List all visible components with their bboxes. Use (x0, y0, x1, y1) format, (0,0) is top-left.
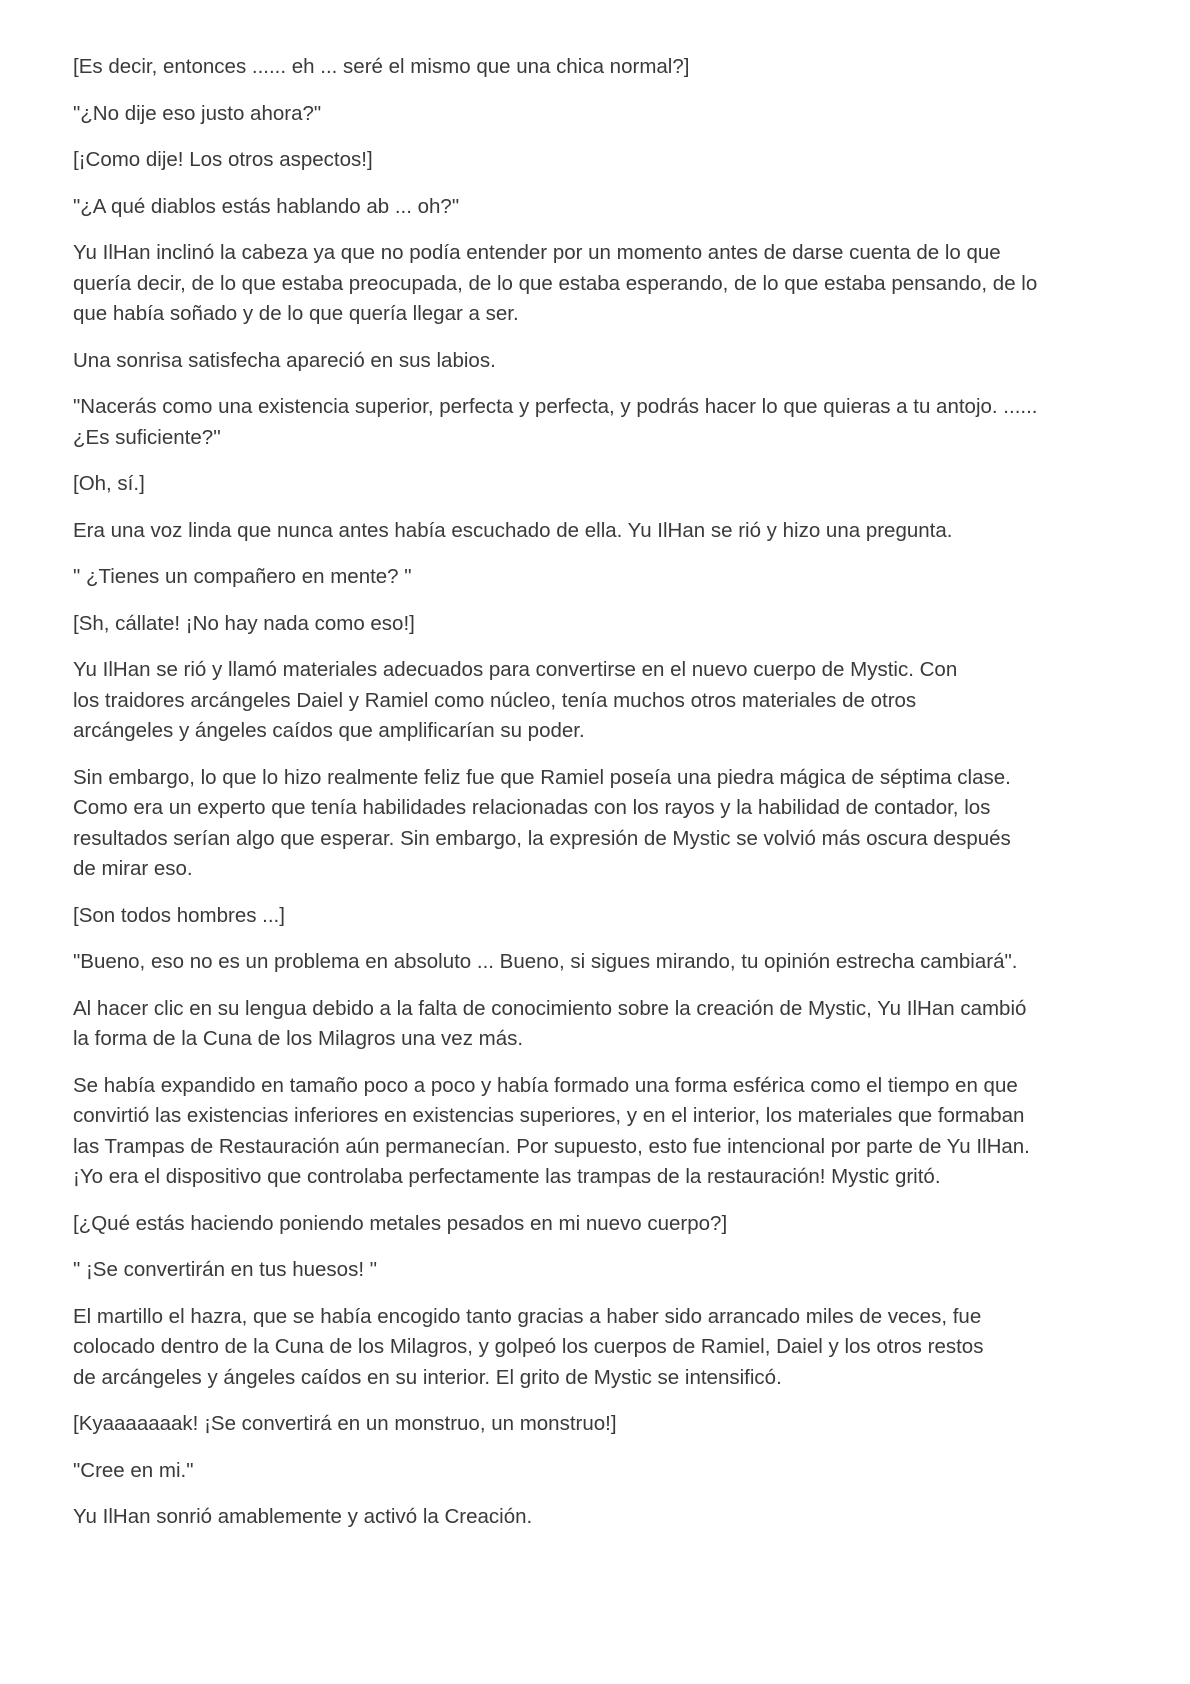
paragraph-6: Una sonrisa satisfecha apareció en sus labios. (73, 348, 496, 372)
paragraph-23: Yu IlHan sonrió amablemente y activó la Creación. (73, 1505, 533, 1528)
paragraph-4: "¿A qué diablos estás hablando ab ... oh?" (73, 194, 460, 218)
paragraph-20: El martillo el hazra, que se había encogido tanto gracias a haber sido arrancado miles de veces, fue colocado dentro de la Cuna de los Milagros, y golpeó los cuerpos de Ramiel, Daiel y los otros restos de arcángeles y ángeles caídos en su interior. El grito de Mystic se intensificó. (73, 1304, 984, 1389)
paragraph-1: [Es decir, entonces ...... eh ... seré el mismo que una chica normal?] (73, 55, 690, 78)
paragraph-5: Yu IlHan inclinó la cabeza ya que no podía entender por un momento antes de darse cuenta de lo que quería decir, de lo que estaba preocupada, de lo que estaba esperando, de lo que estaba pensando, de lo que había soñado y de lo que quería llegar a ser. (73, 241, 1038, 325)
paragraph-13: Sin embargo, lo que lo hizo realmente feliz fue que Ramiel poseía una piedra mágica de séptima clase. Como era un experto que tenía habilidades relacionadas con los rayos y la habilidad de contador, los resultados serían algo que esperar. Sin embargo, la expresión de Mystic se volvió más oscura después de mirar eso. (73, 765, 1011, 880)
paragraph-18: [¿Qué estás haciendo poniendo metales pesados en mi nuevo cuerpo?] (73, 1211, 728, 1235)
paragraph-3: [¡Como dije! Los otros aspectos!] (73, 148, 373, 171)
paragraph-15: "Bueno, eso no es un problema en absoluto ... Bueno, si sigues mirando, tu opinión estrecha cambiará". (73, 950, 1018, 973)
paragraph-21: [Kyaaaaaaak! ¡Se convertirá en un monstruo, un monstruo!] (73, 1412, 617, 1435)
paragraph-7: "Nacerás como una existencia superior, perfecta y perfecta, y podrás hacer lo que quieras a tu antojo. ...... ¿Es suficiente?'' (73, 395, 1038, 449)
paragraph-22: "Cree en mi." (73, 1458, 194, 1482)
paragraph-10: " ¿Tienes un compañero en mente? " (73, 565, 412, 588)
paragraph-8: [Oh, sí.] (73, 472, 145, 495)
paragraph-9: Era una voz linda que nunca antes había escuchado de ella. Yu IlHan se rió y hizo una pregunta. (73, 518, 953, 542)
paragraph-12: Yu IlHan se rió y llamó materiales adecuados para convertirse en el nuevo cuerpo de Mystic. Con los traidores arcángeles Daiel y Ramiel como núcleo, tenía muchos otros materiales de otros arcángeles y ángeles caídos que amplificarían su poder. (73, 658, 958, 742)
paragraph-2: "¿No dije eso justo ahora?" (73, 101, 322, 125)
paragraph-14: [Son todos hombres ...] (73, 903, 285, 927)
paragraph-17: Se había expandido en tamaño poco a poco y había formado una forma esférica como el tiempo en que convirtió las existencias inferiores en existencias superiores, y en el interior, los materiales que formaban las Trampas de Restauración aún permanecían. Por supuesto, esto fue intencional por parte de Yu IlHan. ¡Yo era el dispositivo que controlaba perfectamente las trampas de la restauración! Mystic gritó. (73, 1073, 1030, 1188)
paragraph-11: [Sh, cállate! ¡No hay nada como eso!] (73, 611, 415, 635)
paragraph-16: Al hacer clic en su lengua debido a la falta de conocimiento sobre la creación de Mystic, Yu IlHan cambió la forma de la Cuna de los Milagros una vez más. (73, 996, 1027, 1050)
paragraph-19: " ¡Se convertirán en tus huesos! " (73, 1258, 377, 1281)
document-page (73, 52, 1123, 1549)
